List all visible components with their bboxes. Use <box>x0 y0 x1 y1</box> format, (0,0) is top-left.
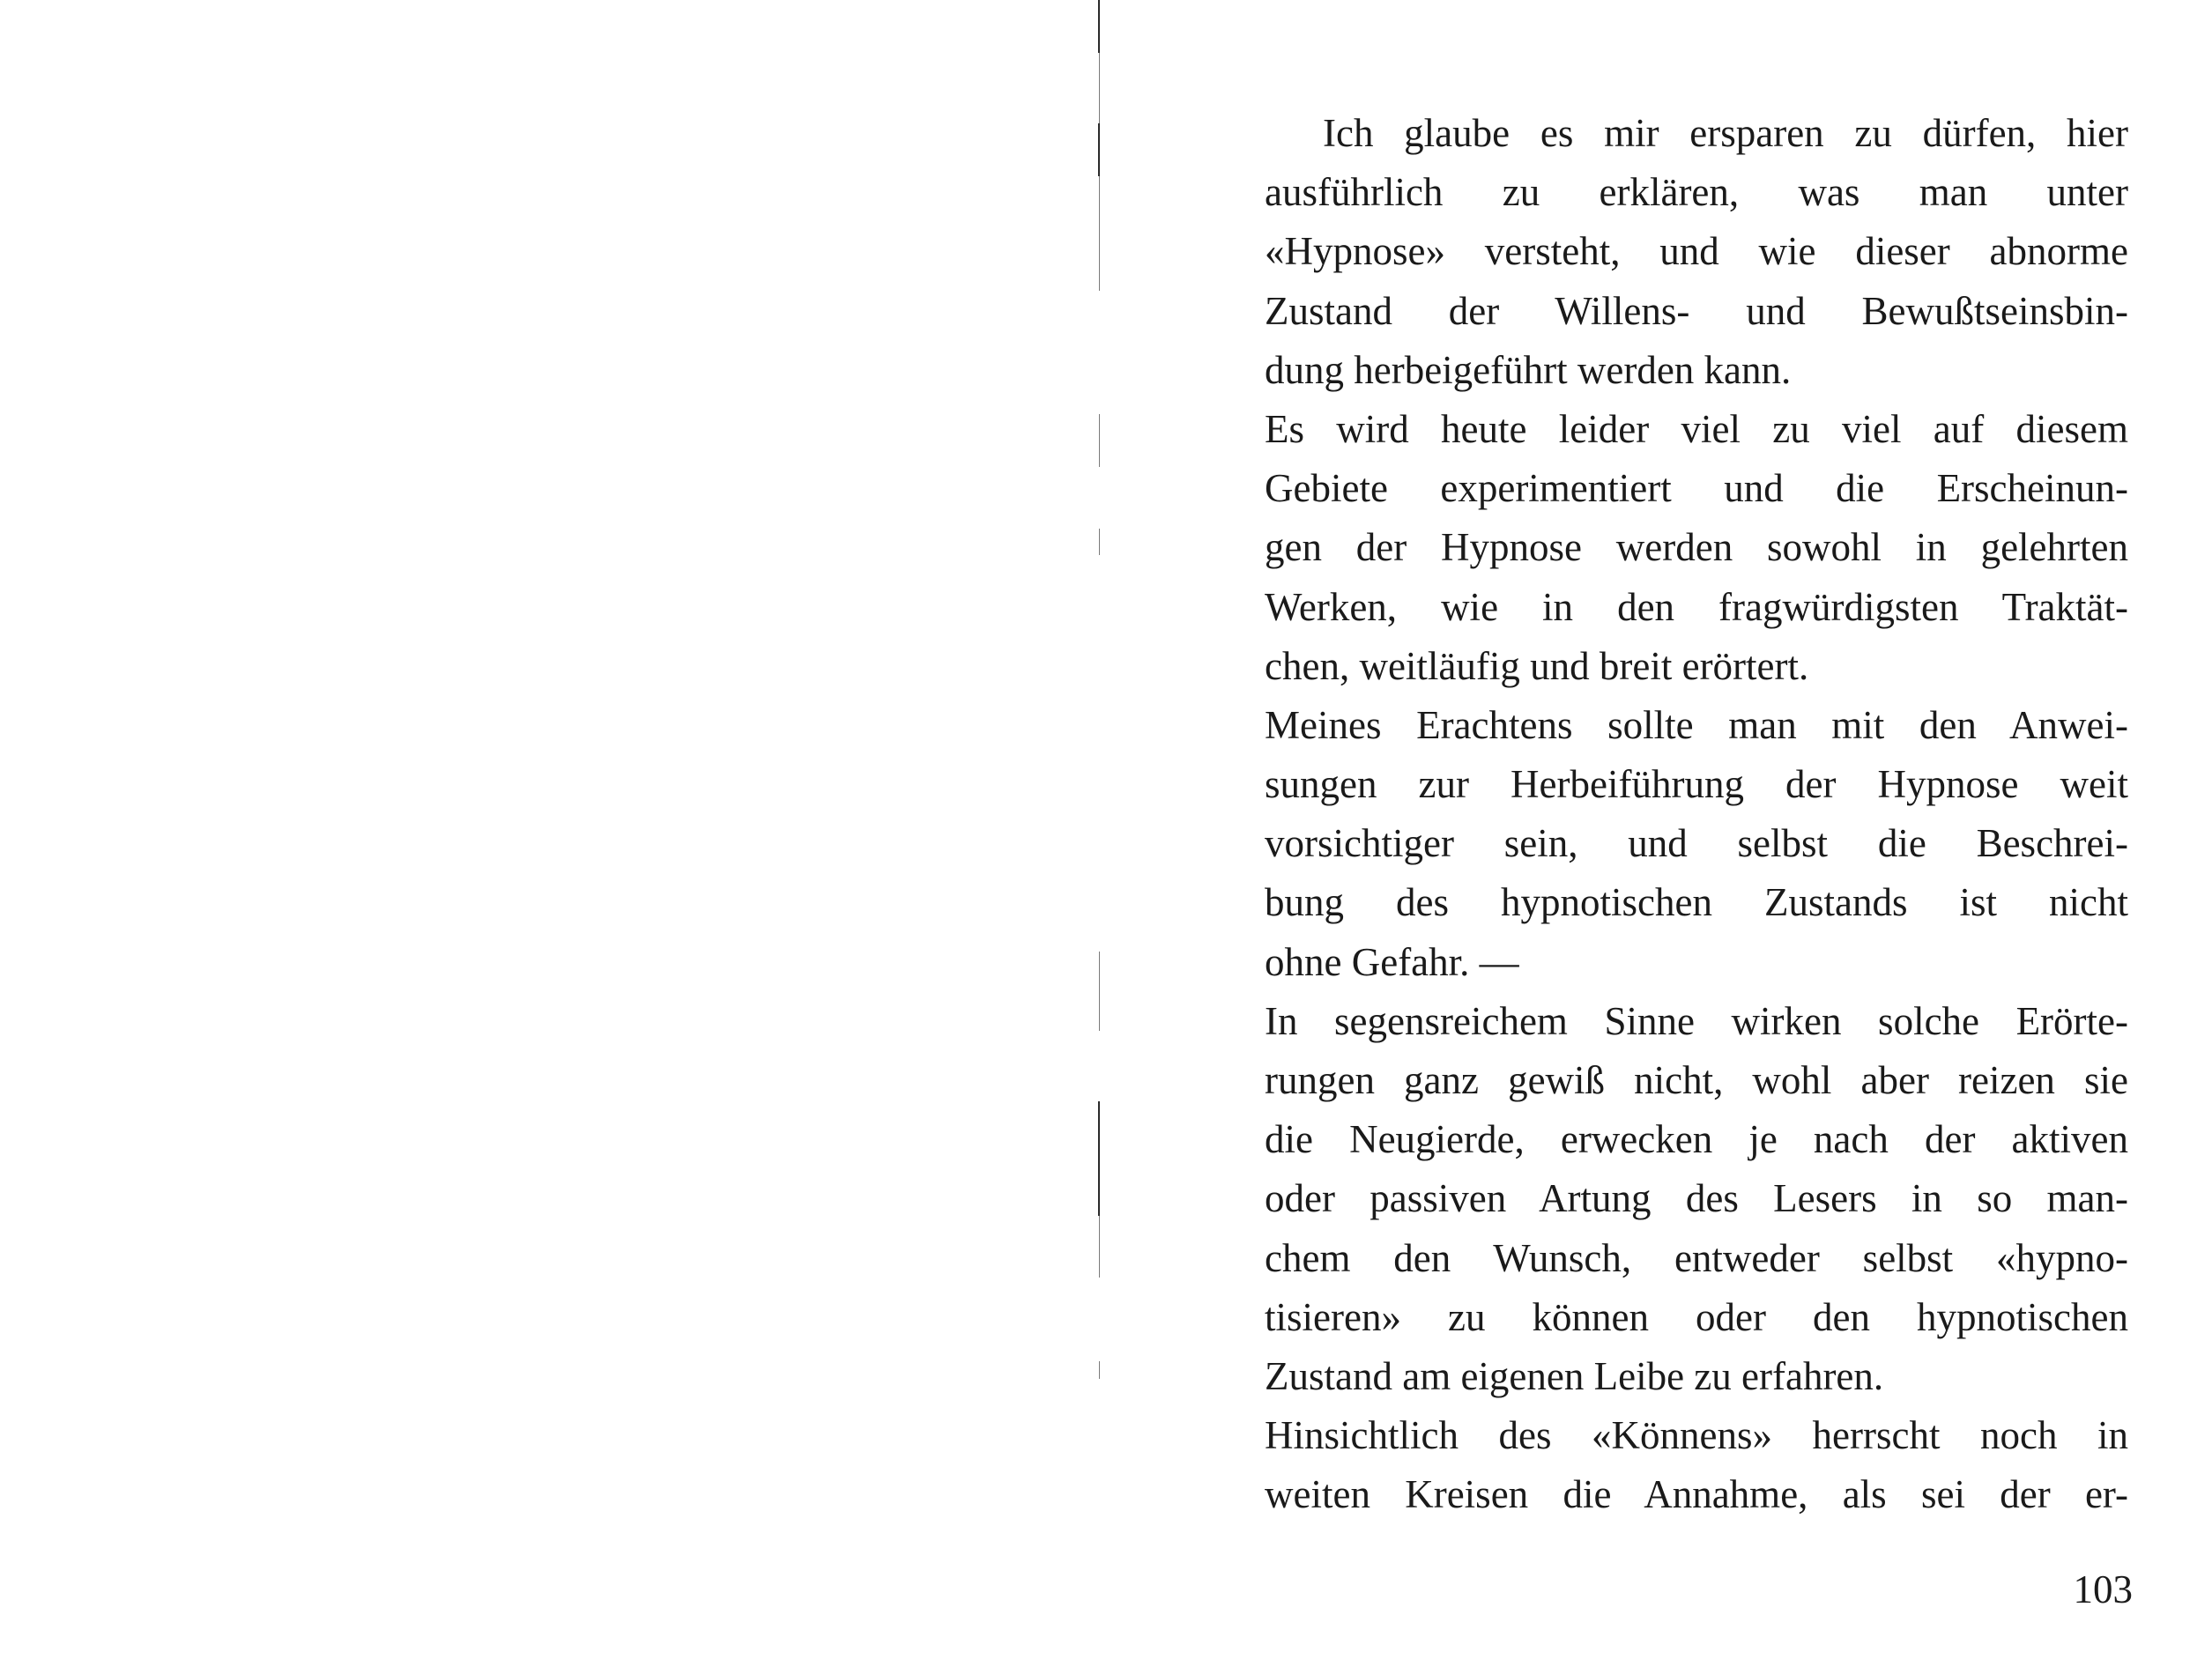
text-line: rungen ganz gewiß nicht, wohl aber reizen sie <box>1265 1058 2128 1102</box>
gutter-mark <box>1099 952 1100 1031</box>
text-line: Meines Erachtens sollte man mit den Anwei- <box>1265 702 2128 747</box>
gutter-mark <box>1099 1361 1100 1379</box>
text-line: dung herbeigeführt werden kann. <box>1265 347 1792 392</box>
text-line: Zustand der Willens- und Bewußtseinsbin- <box>1265 288 2128 333</box>
text-line: sungen zur Herbeiführung der Hypnose weit <box>1265 762 2128 807</box>
body-text <box>1265 104 2128 1525</box>
text-line: bung des hypnotischen Zustands ist nicht <box>1265 880 2128 925</box>
gutter-mark <box>1098 0 1100 53</box>
text-line: gen der Hypnose werden sowohl in gelehrten <box>1265 525 2128 570</box>
text-line: tisieren» zu können oder den hypnotischen <box>1265 1294 2128 1339</box>
gutter-mark <box>1099 176 1100 291</box>
gutter-mark <box>1098 1101 1100 1216</box>
text-line: ausführlich zu erklären, was man unter <box>1265 170 2128 215</box>
gutter-mark <box>1098 123 1100 176</box>
page-number: 103 <box>2073 1567 2133 1611</box>
left-page-blank <box>0 0 1102 1674</box>
text-line: weiten Kreisen die Annahme, als sei der er- <box>1265 1472 2128 1517</box>
text-line: die Neugierde, erwecken je nach der aktiven <box>1265 1117 2128 1162</box>
text-line: oder passiven Artung des Lesers in so man- <box>1265 1176 2128 1221</box>
text-line: Ich glaube es mir ersparen zu dürfen, hier <box>1323 111 2128 155</box>
gutter-mark <box>1099 414 1100 467</box>
text-line: chen, weitläufig und breit erörtert. <box>1265 643 1809 688</box>
text-line: Gebiete experimentiert und die Erscheinun- <box>1265 466 2128 511</box>
text-line: «Hypnose» versteht, und wie dieser abnorme <box>1265 229 2128 274</box>
text-line: vorsichtiger sein, und selbst die Beschrei- <box>1265 821 2128 866</box>
gutter-mark <box>1099 1216 1100 1278</box>
text-line: chem den Wunsch, entweder selbst «hypno- <box>1265 1235 2128 1280</box>
text-line: ohne Gefahr. — <box>1265 939 1519 984</box>
text-line: Es wird heute leider viel zu viel auf diesem <box>1265 406 2128 451</box>
right-page <box>1110 0 2212 1674</box>
text-line: Werken, wie in den fragwürdigsten Traktät- <box>1265 584 2128 629</box>
gutter-mark <box>1099 529 1100 555</box>
gutter-mark <box>1099 53 1100 123</box>
text-line: Zustand am eigenen Leibe zu erfahren. <box>1265 1353 1884 1398</box>
page-gutter <box>1095 0 1104 1410</box>
text-line: Hinsichtlich des «Könnens» herrscht noch in <box>1265 1413 2128 1458</box>
text-line: In segensreichem Sinne wirken solche Erörte- <box>1265 998 2128 1043</box>
